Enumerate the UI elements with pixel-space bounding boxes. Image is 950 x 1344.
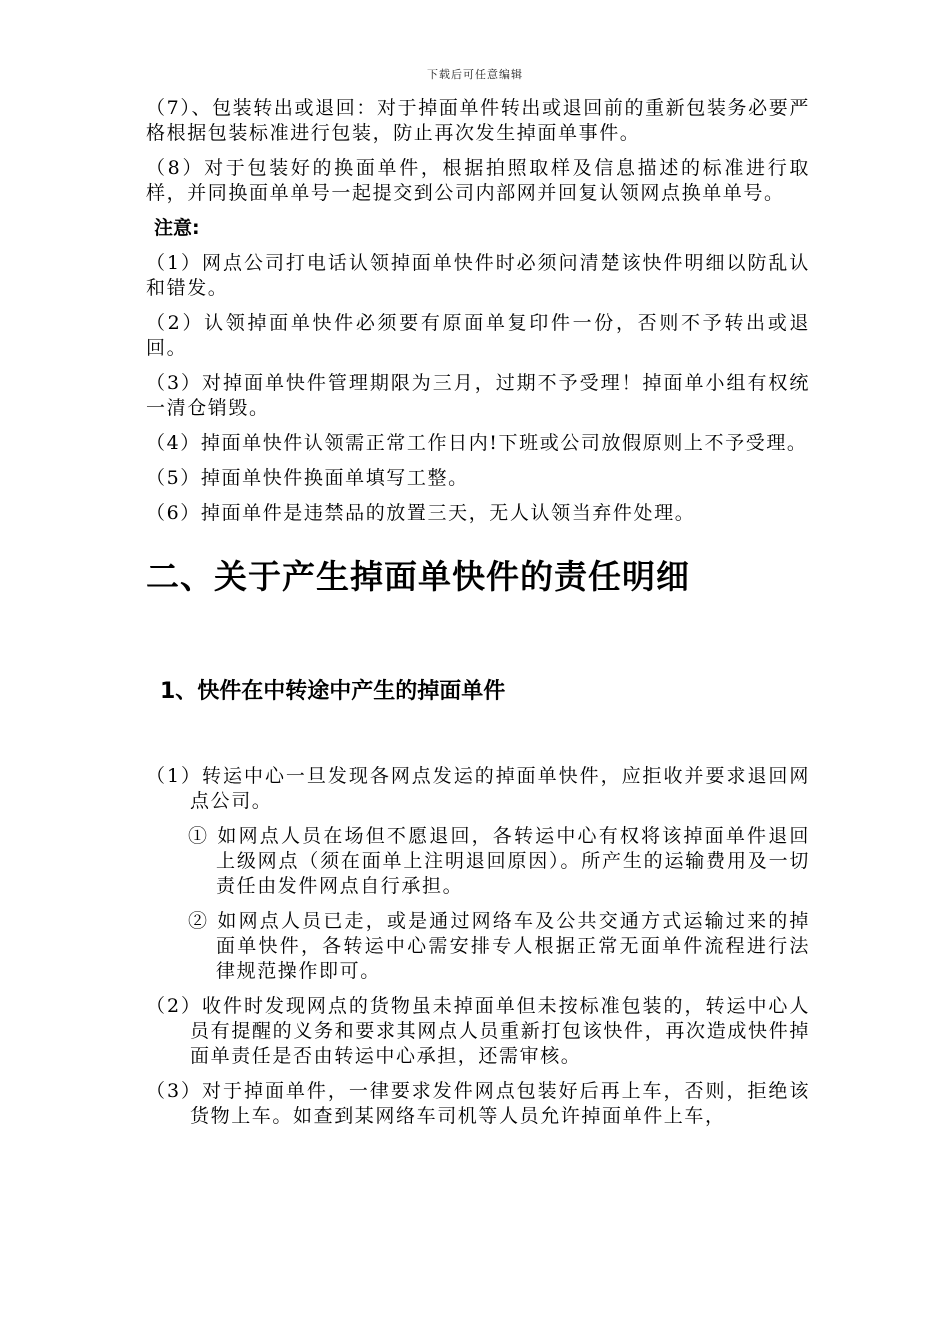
subsection-1-heading: 1、快件在中转途中产生的掉面单件 <box>160 679 506 704</box>
note-item-4: （4）掉面单快件认领需正常工作日内!下班或公司放假原则上不予受理。 <box>146 432 808 454</box>
list-item-1: （1）转运中心一旦发现各网点发运的掉面单快件，应拒收并要求退回网点公司。 <box>146 765 810 812</box>
note-title: 注意: <box>154 217 200 239</box>
sub-item-circle-2: ② 如网点人员已走，或是通过网络车及公共交通方式运输过来的掉面单快件，各转运中心需安排专人根据正常无面单件流程进行法律规范操作即可。 <box>188 910 810 982</box>
page-header: 下载后可任意编辑 <box>427 68 523 81</box>
paragraph-7: （7）、包装转出或退回：对于掉面单件转出或退回前的重新包装务必要严格根据包装标准进行包装，防止再次发生掉面单事件。 <box>146 97 810 144</box>
paragraph-8: （8）对于包装好的换面单件，根据拍照取样及信息描述的标准进行取样，并同换面单单号一起提交到公司内部网并回复认领网点换单单号。 <box>146 157 810 204</box>
note-item-2: （2）认领掉面单快件必须要有原面单复印件一份，否则不予转出或退回。 <box>146 312 810 359</box>
sub-item-circle-1: ① 如网点人员在场但不愿退回，各转运中心有权将该掉面单件退回上级网点（须在面单上注明退回原因）。所产生的运输费用及一切责任由发件网点自行承担。 <box>188 825 810 897</box>
note-item-1: （1）网点公司打电话认领掉面单快件时必须问清楚该快件明细以防乱认和错发。 <box>146 252 810 299</box>
note-item-3: （3）对掉面单快件管理期限为三月，过期不予受理！掉面单小组有权统一清仓销毁。 <box>146 372 810 419</box>
note-item-5: （5）掉面单快件换面单填写工整。 <box>146 467 469 489</box>
note-item-6: （6）掉面单件是违禁品的放置三天，无人认领当弃件处理。 <box>146 502 696 524</box>
document-body <box>146 96 810 1139</box>
section-2-heading: 二、关于产生掉面单快件的责任明细 <box>146 557 690 596</box>
list-item-2: （2）收件时发现网点的货物虽未掉面单但未按标准包装的，转运中心人员有提醒的义务和要求其网点人员重新打包该快件，再次造成快件掉面单责任是否由转运中心承担，还需审核。 <box>146 995 810 1067</box>
list-item-3: （3）对于掉面单件，一律要求发件网点包装好后再上车，否则，拒绝该货物上车。如查到某网络车司机等人员允许掉面单件上车， <box>146 1080 810 1127</box>
